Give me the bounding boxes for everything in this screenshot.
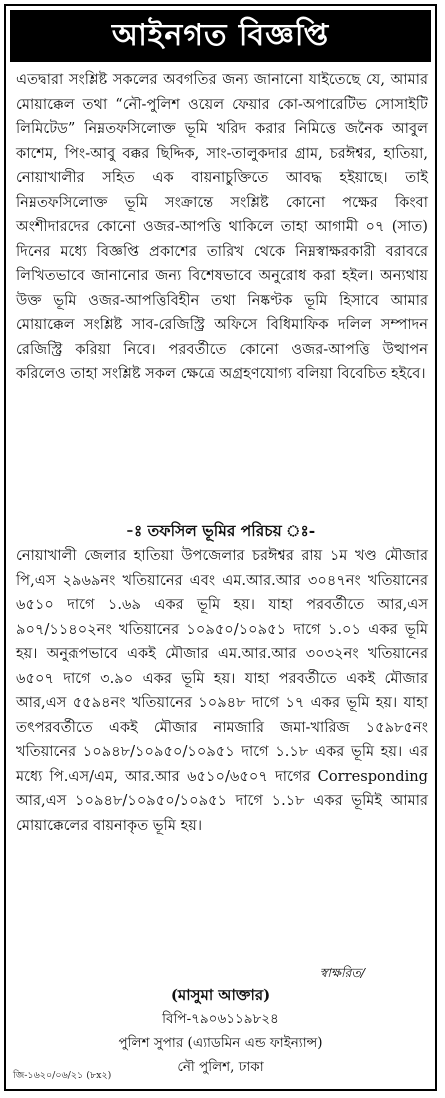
notice-title: আইনগত বিজ্ঞপ্তি bbox=[10, 10, 431, 62]
legal-notice bbox=[4, 4, 437, 1091]
signatory-rank: পুলিশ সুপার (এ্যাডমিন এন্ড ফাইন্যান্স) bbox=[118, 1035, 323, 1051]
signatory-name: (মাসুমা আক্তার) bbox=[170, 986, 271, 1004]
signature-title: স্বাক্ষরিত/ bbox=[319, 965, 365, 980]
schedule-paragraph: নোয়াখালী জেলার হাতিয়া উপজেলার চরঈশ্বর রায় ১ম খণ্ড মৌজার পি,এস ২৯৬৯নং খতিয়ানের এবং এম.আর.আর ৩০৪৭নং খতিয়ানের ৬৫১০ দাগে ১.৬৯ একর ভূমি হয়। যাহা পরবর্তীতে আর,এস ৯০৭/১১৪০২নং খতিয়ানের ১০৯৫০/১০৯৫১ দাগে ১.০১ একর ভূমি হয়। অনুরূপভাবে একই মৌজার এম.আর.আর ৩০৩২নং খতিয়ানের ৬৫০৭ দাগে ৩.৯০ একর ভূমি হয়। যাহা পরবর্তীতে একই মৌজার আর,এস ৫৫৯৪নং খতিয়ানের ১০৯৪৮ দাগে ১৭ একর ভূমি হয়। যাহা তৎপরবর্তীতে একই মৌজার নামজারি জমা-খারিজ ১৫৯৮৫নং খতিয়ানের ১০৯৪৮/১০৯৫০/১০৯৫১ দাগে ১.১৮ একর ভূমি হয়। এর মধ্যে পি.এস/এম, আর.আর ৬৫১০/৬৫০৭ দাগের Corresponding আর,এস ১০৯৪৮/১০৯৫০/১০৯৫১ দাগে ১.১৮ একর ভূমিই আমার মোয়াক্কেলের বায়নাকৃত ভূমি হয়। bbox=[16, 547, 428, 834]
signatory-bp-number: বিপি-৭৯০৬১১৯৮২৪ bbox=[162, 1011, 279, 1027]
schedule-heading: -ঃ তফসিল ভূমির পরিচয় ঃ- bbox=[125, 521, 316, 540]
publication-reference: জি-১৬২০/০৬/২১ (৮x২) bbox=[13, 1070, 112, 1081]
notice-body-paragraph: এতদ্বারা সংশ্লিষ্ট সকলের অবগতির জন্য জানানো যাইতেছে যে, আমার মোয়াক্কেল তথা “নৌ-পুলিশ ওয়েল ফেয়ার কো-অপারেটিভ সোসাইটি লিমিটেড” নিম্নতফসিলোক্ত ভূমি খরিদ করার নিমিত্তে জনৈক আবুল কাশেম, পিং-আবু বক্কর ছিদ্দিক, সাং-তালুকদার গ্রাম, চরঈশ্বর, হাতিয়া, নোয়াখালীর সহিত এক বায়নাচুক্তিতে আবদ্ধ হইয়াছে। তাই নিম্নতফসিলোক্ত ভূমি সংক্রান্তে সংশ্লিষ্ট কোনো পক্ষের কিংবা অংশীদারদের কোনো ওজর-আপত্তি থাকিলে তাহা আগামী ০৭ (সাত) দিনের মধ্যে বিজ্ঞপ্তি প্রকাশের তারিখ থেকে নিম্নস্বাক্ষরকারী বরাবরে লিখিতভাবে জানানোর জন্য বিশেষভাবে অনুরোধ করা হইল। অন্যথায় উক্ত ভূমি ওজর-আপত্তিবিহীন তথা নিষ্কণ্টক ভূমি হিসাবে আমার মোয়াক্কেল সংশ্লিষ্ট সাব-রেজিস্ট্রি অফিসে বিধিমাফিক দলিল সম্পাদন রেজিস্ট্রি করিয়া নিবে। পরবর্তীতে কোনো ওজর-আপত্তি উত্থাপন করিলেও তাহা সংশ্লিষ্ট সকল ক্ষেত্রে অগ্রহণযোগ্য বলিয়া বিবেচিত হইবে। bbox=[16, 71, 428, 382]
signatory-organization: নৌ পুলিশ, ঢাকা bbox=[177, 1059, 264, 1075]
